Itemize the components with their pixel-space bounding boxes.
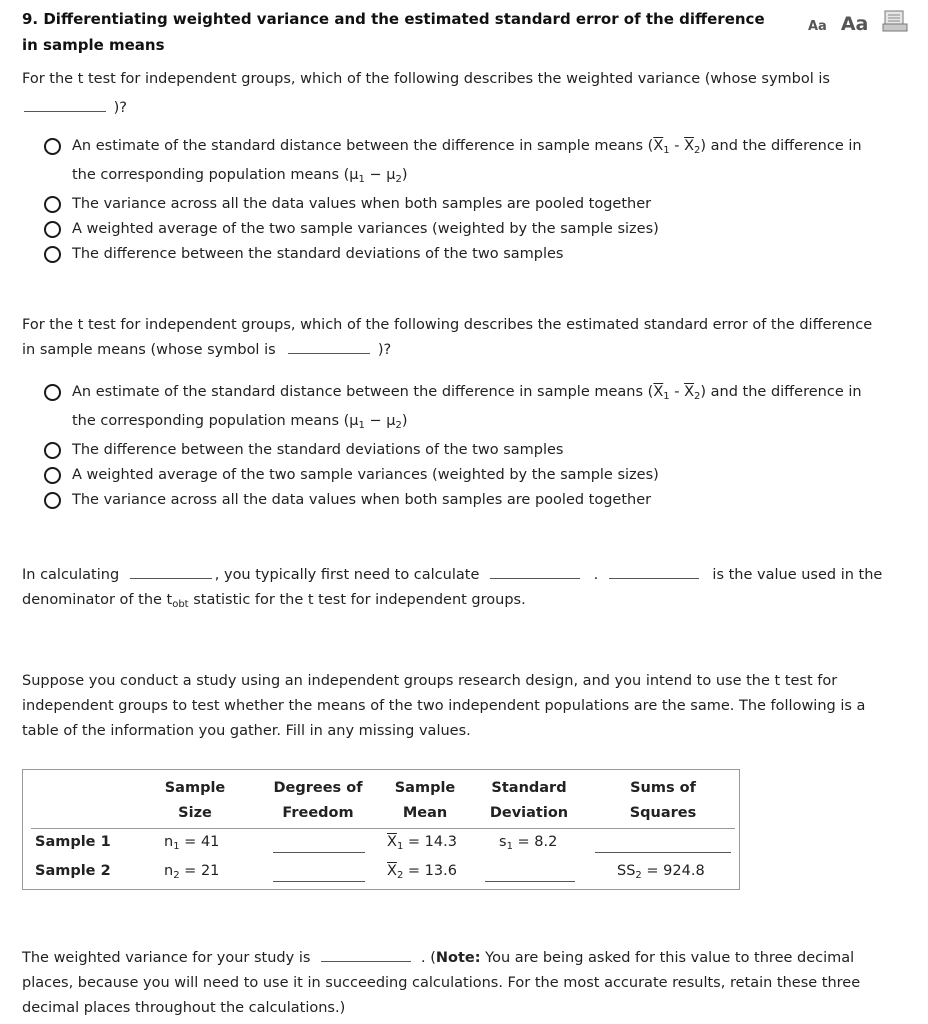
row-1-df-blank[interactable] <box>273 852 365 853</box>
q1-option-3-radio[interactable] <box>44 221 61 238</box>
row-2-mean: $\overline{X}_2 = 13.6$ <box>387 863 457 881</box>
header-sums-squares: Sums of Squares <box>629 780 697 821</box>
row-2-label: Sample 2 <box>35 863 111 879</box>
q1-prompt-line2 <box>24 96 127 121</box>
row-2-n: $n_2 = 21$ <box>164 863 220 881</box>
q2-option-2[interactable]: The difference between the standard deviations of the two samples <box>44 438 914 463</box>
q1-option-2[interactable]: The variance across all the data values when both samples are pooled together <box>44 192 914 217</box>
header-std-deviation: Standard Deviation <box>489 780 569 821</box>
q1-option-4-radio[interactable] <box>44 246 61 263</box>
q3-blank-1[interactable] <box>130 564 212 579</box>
q2-option-3[interactable]: A weighted average of the two sample variances (weighted by the sample sizes) <box>44 463 914 488</box>
font-increase-button[interactable]: Aa <box>840 13 869 35</box>
row-1-n: $n_1 = 41$ <box>164 834 220 852</box>
scenario-text: Suppose you conduct a study using an independent groups research design, and you intend to use the t test for independent groups to test whether the means of the two independent populations are the same. The following is a table of the information you gather. Fill in any missing values. <box>22 673 866 739</box>
row-1-sd: $s_1 = 8.2$ <box>499 834 558 852</box>
q1-option-1-radio[interactable] <box>44 138 61 155</box>
q1-prompt-text: For the t test for independent groups, which of the following describes the weighted variance (whose symbol is <box>22 71 830 87</box>
q3-sentence: In calculating , you typically first need to calculate . is the value used in the denominator of the $t_{obt}$ statistic for the t test for independent groups. <box>22 563 882 617</box>
q2-option-4[interactable]: The variance across all the data values when both samples are pooled together <box>44 488 914 513</box>
question-title-line1: 9. Differentiating weighted variance and the estimated standard error of the difference <box>22 10 765 28</box>
q2-symbol-blank[interactable] <box>288 339 370 354</box>
row-1-ss-blank[interactable] <box>595 852 731 853</box>
q1-option-3[interactable]: A weighted average of the two sample variances (weighted by the sample sizes) <box>44 217 914 242</box>
font-decrease-button[interactable]: Aa <box>808 19 827 34</box>
q2-option-3-radio[interactable] <box>44 467 61 484</box>
q1-prompt-end: )? <box>113 100 127 116</box>
q1-option-2-radio[interactable] <box>44 196 61 213</box>
row-2-df-blank[interactable] <box>273 881 365 882</box>
q1-symbol-blank[interactable] <box>24 97 106 112</box>
q3-blank-2[interactable] <box>490 564 580 579</box>
q1-prompt <box>22 67 830 92</box>
q4-weighted-variance-blank[interactable] <box>321 947 411 962</box>
row-2-sd-blank[interactable] <box>485 881 575 882</box>
header-sample-size: Sample Size <box>164 780 226 821</box>
q4-sentence: The weighted variance for your study is . (Note: You are being asked for this value to three decimal places, because you will need to use it in succeeding calculations. For the most accurate results, retain these three decimal places throughout the calculations.) <box>22 946 860 1021</box>
q1-option-4[interactable]: The difference between the standard deviations of the two samples <box>44 242 914 267</box>
row-1-label: Sample 1 <box>35 834 111 850</box>
row-2-ss: $SS_2 = 924.8$ <box>617 863 705 881</box>
question-title-line2: in sample means <box>22 36 165 54</box>
q1-option-1[interactable]: An estimate of the standard distance between the difference in sample means $(\overline{X}_1 - \overline{X}_2)$ and the difference in the corresponding population means $(\mu_1 - \mu_2)$ <box>44 134 914 192</box>
header-sample-mean: Sample Mean <box>394 780 456 821</box>
header-degrees-freedom: Degrees of Freedom <box>273 780 363 821</box>
row-1-mean: $\overline{X}_1 = 14.3$ <box>387 834 457 852</box>
q2-option-1[interactable]: An estimate of the standard distance between the difference in sample means $(\overline{X}_1 - \overline{X}_2)$ and the difference in the corresponding population means $(\mu_1 - \mu_2)$ <box>44 380 914 438</box>
font-tools <box>808 8 908 35</box>
q2-prompt: For the t test for independent groups, which of the following describes the estimated standard error of the difference in sample means (whose symbol is )? <box>22 317 873 358</box>
q2-option-1-radio[interactable] <box>44 384 61 401</box>
q2-option-4-radio[interactable] <box>44 492 61 509</box>
data-table <box>22 769 740 890</box>
q2-option-2-radio[interactable] <box>44 442 61 459</box>
question-title <box>22 6 782 58</box>
header-divider <box>31 828 735 829</box>
q2-options <box>44 380 914 513</box>
print-icon[interactable] <box>882 10 908 32</box>
q1-options <box>44 134 914 267</box>
q3-blank-3[interactable] <box>609 564 699 579</box>
